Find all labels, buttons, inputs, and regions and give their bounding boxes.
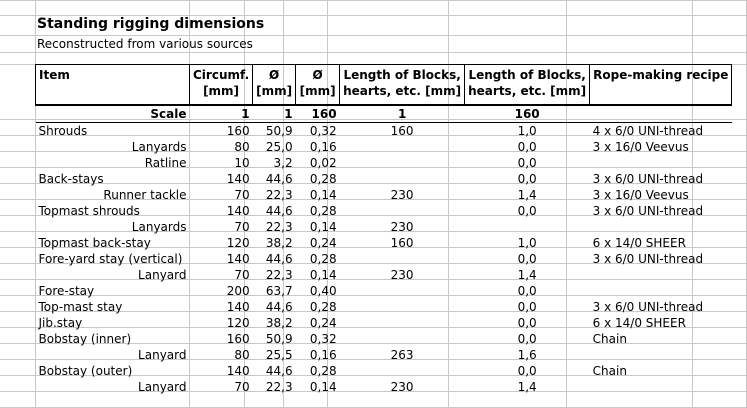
sheet-subtitle[interactable]: Reconstructed from various sources <box>37 37 253 51</box>
scale-row <box>36 105 732 123</box>
table-row <box>36 347 732 363</box>
cell-length-1[interactable] <box>340 139 465 155</box>
cell-recipe[interactable]: 3 x 6/0 UNI-thread <box>592 171 704 186</box>
cell-length-1[interactable] <box>340 331 465 347</box>
cell-diameter-1[interactable]: 22,3 <box>265 219 293 234</box>
cell-recipe[interactable] <box>590 379 732 395</box>
cell-item[interactable]: Topmast back-stay <box>38 235 151 250</box>
cell-recipe[interactable]: 3 x 6/0 UNI-thread <box>592 299 704 314</box>
cell-circumf[interactable]: 140 <box>226 171 250 186</box>
cell-item[interactable]: Lanyard <box>138 379 187 394</box>
grid-row-line <box>0 52 747 53</box>
cell-length-2[interactable]: 0,0 <box>517 203 537 218</box>
cell-recipe[interactable]: 3 x 16/0 Veevus <box>592 139 689 154</box>
cell-length-2[interactable]: 0,0 <box>517 299 537 314</box>
table-row <box>36 155 732 171</box>
cell-diameter-1[interactable]: 25,0 <box>265 139 293 154</box>
cell-item[interactable]: Lanyard <box>138 347 187 362</box>
scale-recipe[interactable] <box>590 105 732 123</box>
cell-length-1[interactable]: 230 <box>390 267 414 282</box>
cell-diameter-2[interactable]: 0,14 <box>309 379 337 394</box>
cell-circumf[interactable]: 140 <box>226 299 250 314</box>
cell-circumf[interactable]: 140 <box>226 203 250 218</box>
cell-circumf[interactable]: 70 <box>234 187 250 202</box>
cell-circumf[interactable]: 10 <box>234 155 250 170</box>
cell-diameter-2[interactable]: 0,14 <box>309 219 337 234</box>
cell-diameter-2[interactable]: 0,28 <box>309 363 337 378</box>
cell-item[interactable]: Fore-stay <box>38 283 95 298</box>
cell-item[interactable]: Lanyards <box>131 219 187 234</box>
header-length-2[interactable]: Length of Blocks, hearts, etc. [mm] <box>465 65 590 106</box>
sheet-title[interactable]: Standing rigging dimensions <box>37 16 265 32</box>
cell-item[interactable]: Top-mast stay <box>38 299 123 314</box>
cell-diameter-1[interactable]: 63,7 <box>265 283 293 298</box>
cell-length-2[interactable]: 0,0 <box>517 315 537 330</box>
cell-length-1[interactable] <box>340 203 465 219</box>
scale-length-1[interactable]: 1 <box>340 105 465 123</box>
header-circumf[interactable]: Circumf. [mm] <box>190 65 253 106</box>
cell-circumf[interactable]: 120 <box>226 235 250 250</box>
table-row <box>36 379 732 395</box>
table-row <box>36 171 732 187</box>
cell-diameter-2[interactable]: 0,40 <box>309 283 337 298</box>
cell-diameter-2[interactable]: 0,02 <box>309 155 337 170</box>
cell-diameter-2[interactable]: 0,32 <box>309 123 337 138</box>
table-row <box>36 267 732 283</box>
cell-item[interactable]: Runner tackle <box>103 187 187 202</box>
cell-item[interactable]: Bobstay (inner) <box>38 331 132 346</box>
cell-recipe[interactable]: 3 x 6/0 UNI-thread <box>592 203 704 218</box>
cell-item[interactable]: Lanyard <box>138 267 187 282</box>
cell-length-1[interactable]: 230 <box>390 219 414 234</box>
header-row <box>36 65 732 106</box>
table-row <box>36 219 732 235</box>
cell-item[interactable]: Back-stays <box>38 171 104 186</box>
cell-diameter-1[interactable]: 50,9 <box>265 123 293 138</box>
cell-length-1[interactable] <box>340 315 465 331</box>
cell-recipe[interactable] <box>590 155 732 171</box>
table-row <box>36 139 732 155</box>
cell-length-2[interactable]: 0,0 <box>517 139 537 154</box>
cell-recipe[interactable]: 6 x 14/0 SHEER <box>592 315 686 330</box>
scale-diameter-1[interactable]: 1 <box>253 105 296 123</box>
cell-recipe[interactable]: 3 x 6/0 UNI-thread <box>592 251 704 266</box>
cell-diameter-1[interactable]: 50,9 <box>265 331 293 346</box>
cell-length-1[interactable]: 230 <box>390 379 414 394</box>
table-row <box>36 331 732 347</box>
cell-circumf[interactable]: 70 <box>234 379 250 394</box>
grid-row-line <box>0 35 747 36</box>
cell-length-2[interactable]: 0,0 <box>517 171 537 186</box>
cell-circumf[interactable]: 140 <box>226 363 250 378</box>
scale-length-2[interactable]: 160 <box>465 105 590 123</box>
cell-recipe[interactable]: 4 x 6/0 UNI-thread <box>592 123 704 138</box>
cell-diameter-2[interactable]: 0,28 <box>309 203 337 218</box>
table-row <box>36 299 732 315</box>
cell-circumf[interactable]: 80 <box>234 139 250 154</box>
cell-recipe[interactable] <box>590 283 732 299</box>
cell-length-2[interactable] <box>465 219 590 235</box>
cell-recipe[interactable]: 6 x 14/0 SHEER <box>592 235 686 250</box>
rigging-table <box>35 64 732 395</box>
table-row <box>36 363 732 379</box>
header-diameter-1[interactable]: Ø [mm] <box>253 65 296 106</box>
header-recipe[interactable]: Rope-making recipe <box>590 65 732 106</box>
cell-length-2[interactable]: 1,4 <box>517 379 537 394</box>
cell-diameter-2[interactable]: 0,28 <box>309 299 337 314</box>
table-row <box>36 315 732 331</box>
cell-length-2[interactable]: 1,4 <box>517 267 537 282</box>
scale-circumf[interactable]: 1 <box>190 105 253 123</box>
cell-item[interactable]: Fore-yard stay (vertical) <box>38 251 183 266</box>
cell-diameter-1[interactable]: 22,3 <box>265 267 293 282</box>
cell-circumf[interactable]: 140 <box>226 251 250 266</box>
cell-recipe[interactable] <box>590 219 732 235</box>
cell-recipe[interactable]: Chain <box>592 363 627 378</box>
cell-length-2[interactable]: 1,6 <box>517 347 537 362</box>
cell-length-1[interactable]: 263 <box>390 347 414 362</box>
scale-diameter-2[interactable]: 160 <box>296 105 340 123</box>
cell-recipe[interactable]: Chain <box>592 331 627 346</box>
cell-diameter-1[interactable]: 25,5 <box>265 347 293 362</box>
cell-item[interactable]: Ratline <box>144 155 187 170</box>
cell-diameter-1[interactable]: 44,6 <box>265 299 293 314</box>
cell-diameter-2[interactable]: 0,14 <box>309 267 337 282</box>
cell-length-2[interactable]: 0,0 <box>517 251 537 266</box>
cell-diameter-2[interactable]: 0,32 <box>309 331 337 346</box>
cell-length-2[interactable]: 1,0 <box>517 123 537 138</box>
grid-row-line <box>0 0 747 1</box>
cell-circumf[interactable]: 160 <box>226 123 250 138</box>
cell-circumf[interactable]: 80 <box>234 347 250 362</box>
cell-diameter-2[interactable]: 0,14 <box>309 187 337 202</box>
cell-circumf[interactable]: 120 <box>226 315 250 330</box>
cell-diameter-2[interactable]: 0,24 <box>309 315 337 330</box>
header-item[interactable]: Item <box>36 65 190 106</box>
cell-diameter-2[interactable]: 0,28 <box>309 171 337 186</box>
cell-circumf[interactable]: 70 <box>234 219 250 234</box>
cell-diameter-1[interactable]: 22,3 <box>265 187 293 202</box>
cell-diameter-1[interactable]: 44,6 <box>265 203 293 218</box>
cell-diameter-1[interactable]: 44,6 <box>265 171 293 186</box>
cell-circumf[interactable]: 160 <box>226 331 250 346</box>
cell-length-1[interactable] <box>340 155 465 171</box>
cell-length-2[interactable]: 0,0 <box>517 155 537 170</box>
table-row <box>36 203 732 219</box>
table-row <box>36 283 732 299</box>
cell-item[interactable]: Topmast shrouds <box>38 203 140 218</box>
cell-length-1[interactable]: 160 <box>390 235 414 250</box>
table-row <box>36 251 732 267</box>
cell-length-1[interactable] <box>340 251 465 267</box>
table-row <box>36 123 732 140</box>
cell-diameter-1[interactable]: 22,3 <box>265 379 293 394</box>
cell-diameter-2[interactable]: 0,24 <box>309 235 337 250</box>
cell-recipe[interactable] <box>590 347 732 363</box>
header-diameter-2[interactable]: Ø [mm] <box>296 65 340 106</box>
cell-diameter-1[interactable]: 44,6 <box>265 251 293 266</box>
cell-length-2[interactable]: 1,0 <box>517 235 537 250</box>
cell-length-1[interactable] <box>340 363 465 379</box>
cell-length-2[interactable]: 0,0 <box>517 331 537 346</box>
cell-item[interactable]: Jib.stay <box>38 315 83 330</box>
cell-diameter-2[interactable]: 0,28 <box>309 251 337 266</box>
cell-item[interactable]: Lanyards <box>131 139 187 154</box>
cell-length-1[interactable] <box>340 171 465 187</box>
cell-length-2[interactable]: 0,0 <box>517 283 537 298</box>
cell-diameter-1[interactable]: 3,2 <box>273 155 293 170</box>
cell-item[interactable]: Bobstay (outer) <box>38 363 133 378</box>
cell-length-1[interactable] <box>340 283 465 299</box>
table-row <box>36 235 732 251</box>
scale-label[interactable]: Scale <box>36 105 190 123</box>
cell-circumf[interactable]: 70 <box>234 267 250 282</box>
cell-length-1[interactable]: 160 <box>390 123 414 138</box>
cell-diameter-1[interactable]: 38,2 <box>265 235 293 250</box>
cell-diameter-1[interactable]: 44,6 <box>265 363 293 378</box>
cell-length-2[interactable]: 1,4 <box>517 187 537 202</box>
cell-item[interactable]: Shrouds <box>38 123 88 138</box>
cell-recipe[interactable]: 3 x 16/0 Veevus <box>592 187 689 202</box>
table-row <box>36 187 732 203</box>
cell-diameter-2[interactable]: 0,16 <box>309 139 337 154</box>
cell-recipe[interactable] <box>590 267 732 283</box>
cell-circumf[interactable]: 200 <box>226 283 250 298</box>
cell-diameter-2[interactable]: 0,16 <box>309 347 337 362</box>
cell-length-2[interactable]: 0,0 <box>517 363 537 378</box>
cell-diameter-1[interactable]: 38,2 <box>265 315 293 330</box>
cell-length-1[interactable] <box>340 299 465 315</box>
header-length-1[interactable]: Length of Blocks, hearts, etc. [mm] <box>340 65 465 106</box>
cell-length-1[interactable]: 230 <box>390 187 414 202</box>
